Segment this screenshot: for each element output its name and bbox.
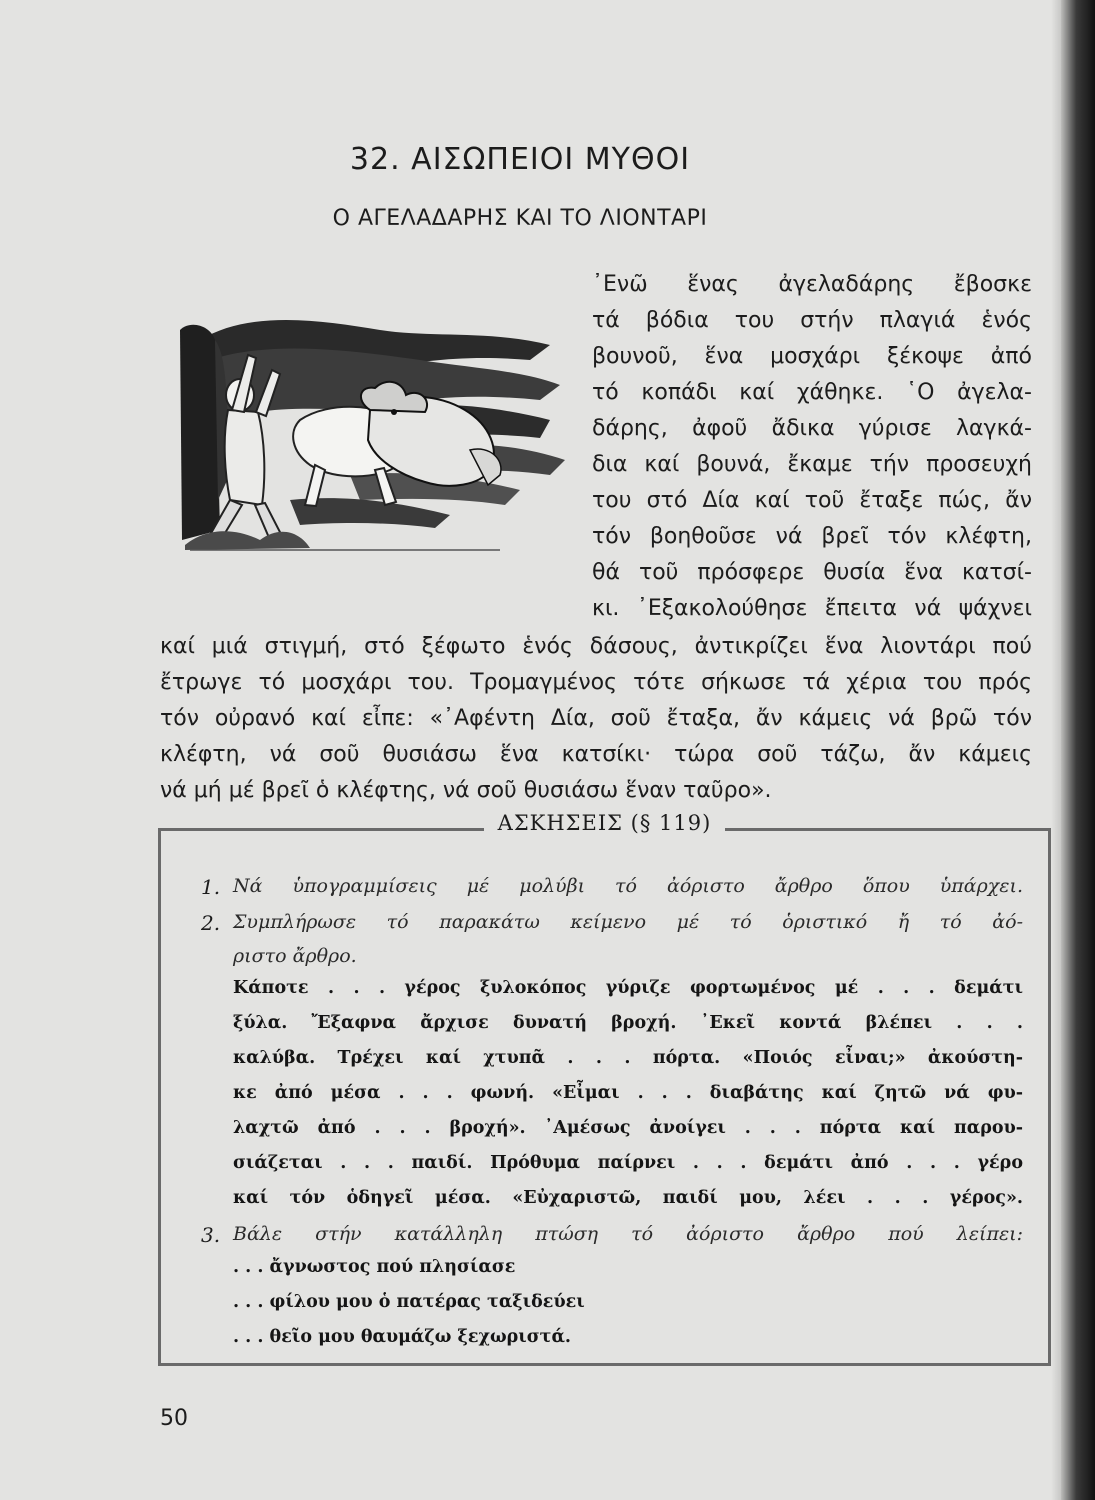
story-line: τόν βοηθοῦσε νά βρεῖ τόν κλέφτη, xyxy=(592,524,1032,549)
exercise-text-line: κε ἀπό μέσα . . . φωνή. «Εἶμαι . . . διαβάτης καί ζητῶ νά φυ- xyxy=(233,1083,1023,1103)
herdsman-and-lion-illustration xyxy=(170,300,580,565)
story-line: βουνοῦ, ἕνα μοσχάρι ξέκοψε ἀπό xyxy=(592,344,1032,369)
exercise-text-line: σιάζεται . . . παιδί. Πρόθυμα παίρνει . . . δεμάτι ἀπό . . . γέρο xyxy=(233,1153,1023,1173)
story-line: του στό Δία καί τοῦ ἔταξε πώς, ἄν xyxy=(592,488,1032,513)
exercise-instruction: Βάλε στήν κατάλληλη πτώση τό ἀόριστο ἄρθρο πού λείπει: xyxy=(233,1223,1023,1245)
story-line: τά βόδια του στήν πλαγιά ἑνός xyxy=(592,308,1032,333)
chapter-title: 32. ΑΙΣΩΠΕΙΟΙ ΜΥΘΟΙ xyxy=(349,142,691,177)
book-binding-edge xyxy=(1061,0,1095,1500)
exercise-text-line: καί τόν ὁδηγεῖ μέσα. «Εὐχαριστῶ, παιδί μου, λέει . . . γέρος». xyxy=(233,1188,1023,1208)
exercise-instruction: Νά ὑπογραμμίσεις μέ μολύβι τό ἀόριστο ἄρθρο ὅπου ὑπάρχει. xyxy=(233,875,1023,897)
exercises-title: ΑΣΚΗΣΕΙΣ (§ 119) xyxy=(484,811,726,835)
story-line: ἔτρωγε τό μοσχάρι του. Τρομαγμένος τότε σήκωσε τά χέρια του πρός xyxy=(160,670,1032,695)
story-line: δάρης, ἀφοῦ ἄδικα γύρισε λαγκά- xyxy=(592,416,1032,441)
story-line: τόν οὐρανό καί εἶπε: «᾿Αφέντη Δία, σοῦ ἔταξα, ἄν κάμεις νά βρῶ τόν xyxy=(160,706,1032,731)
exercise-instruction: Συμπλήρωσε τό παρακάτω κείμενο μέ τό ὁριστικό ἤ τό ἀό- xyxy=(233,911,1023,933)
exercise-number: 3. xyxy=(201,1223,221,1247)
exercise-text-line: . . . θεῖο μου θαυμάζω ξεχωριστά. xyxy=(233,1327,572,1347)
page-number: 50 xyxy=(160,1406,188,1431)
story-line: τό κοπάδι καί χάθηκε. ῾Ο ἀγελα- xyxy=(592,380,1032,405)
story-line: καί μιά στιγμή, στό ξέφωτο ἑνός δάσους, ἀντικρίζει ἕνα λιοντάρι πού xyxy=(160,634,1032,659)
story-line: δια καί βουνά, ἔκαμε τήν προσευχή xyxy=(592,452,1032,477)
exercise-number: 1. xyxy=(201,875,221,899)
exercise-text-line: . . . ἄγνωστος πού πλησίασε xyxy=(233,1257,516,1277)
exercises-box xyxy=(158,811,1051,1366)
exercise-text-line: καλύβα. Τρέχει καί χτυπᾶ . . . πόρτα. «Ποιός εἶναι;» ἀκούστη- xyxy=(233,1048,1023,1068)
exercise-number: 2. xyxy=(201,911,221,935)
story-line: κι. ᾿Εξακολούθησε ἔπειτα νά ψάχνει xyxy=(592,596,1032,621)
story-line: νά μή μέ βρεῖ ὁ κλέφτης, νά σοῦ θυσιάσω ἕναν ταῦρο». xyxy=(160,778,772,803)
exercise-instruction: ριστο ἄρθρο. xyxy=(233,945,357,967)
exercise-text-line: λαχτῶ ἀπό . . . βροχή». ᾿Αμέσως ἀνοίγει . . . πόρτα καί παρου- xyxy=(233,1118,1023,1138)
story-title: Ο ΑΓΕΛΑΔΑΡΗΣ ΚΑΙ ΤΟ ΛΙΟΝΤΑΡΙ xyxy=(332,206,708,231)
exercise-text-line: Κάποτε . . . γέρος ξυλοκόπος γύριζε φορτωμένος μέ . . . δεμάτι xyxy=(233,978,1023,998)
story-line: ᾿Ενῶ ἕνας ἀγελαδάρης ἔβοσκε xyxy=(592,272,1032,297)
exercises-title-wrap xyxy=(161,811,1048,835)
exercise-text-line: . . . φίλου μου ὁ πατέρας ταξιδεύει xyxy=(233,1292,585,1312)
story-line: κλέφτη, νά σοῦ θυσιάσω ἕνα κατσίκι· τώρα σοῦ τάζω, ἄν κάμεις xyxy=(160,742,1032,767)
exercise-text-line: ξύλα. Ἔξαφνα ἄρχισε δυνατή βροχή. ᾿Εκεῖ κοντά βλέπει . . . xyxy=(233,1013,1023,1033)
page-gutter-shadow xyxy=(1051,0,1061,1500)
story-line: θά τοῦ πρόσφερε θυσία ἕνα κατσί- xyxy=(592,560,1032,585)
